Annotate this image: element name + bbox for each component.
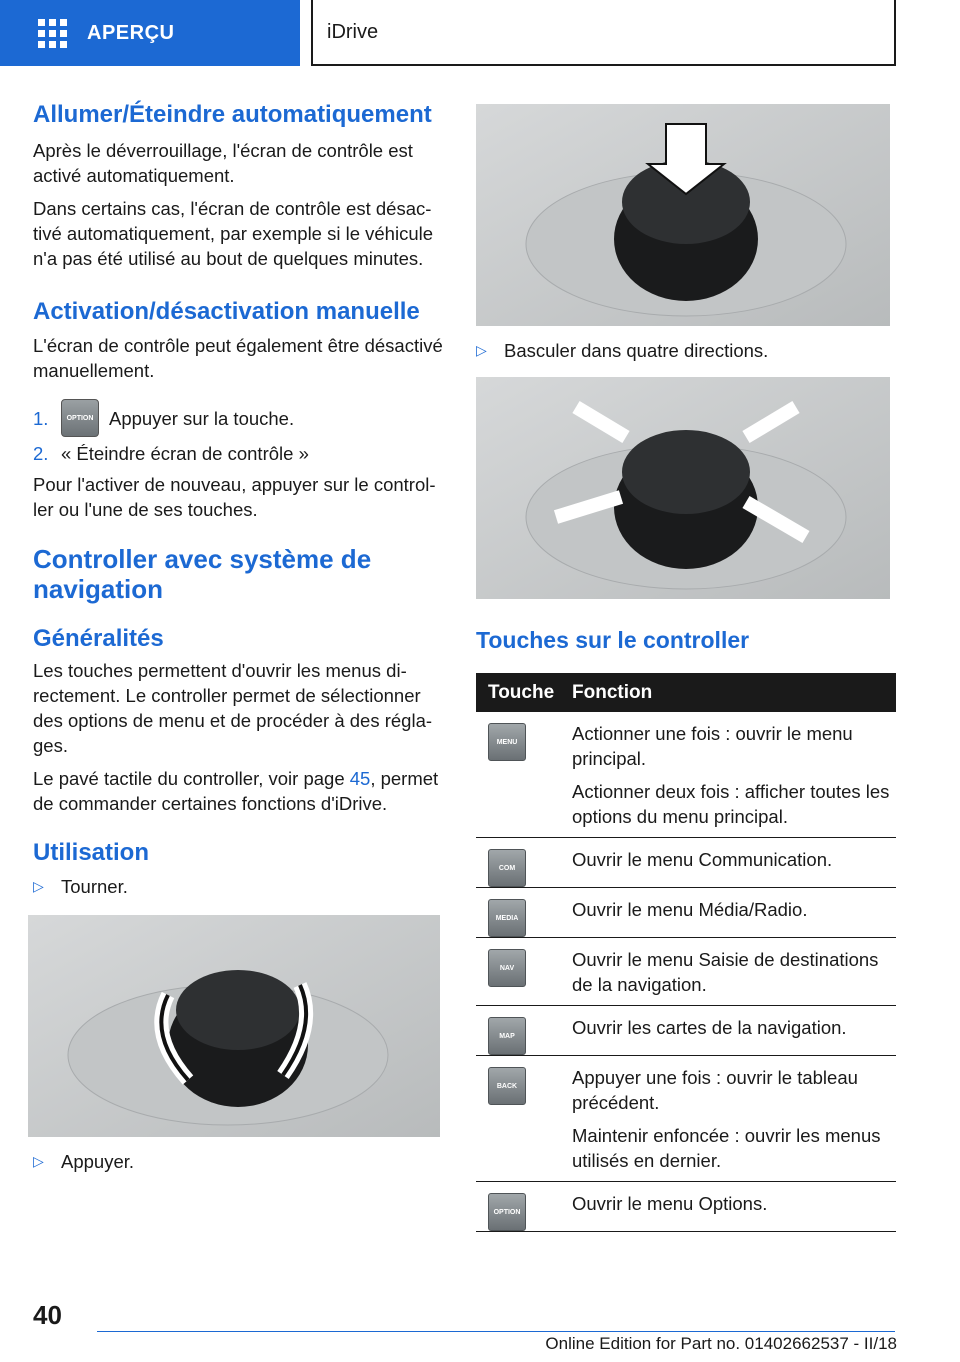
para-reactivate: Pour l'activer de nouveau, appuyer sur le controller ou l'une de ses touches. bbox=[33, 474, 436, 520]
step-1-number: 1. bbox=[33, 407, 49, 429]
bullet-press: ▷ Appuyer. bbox=[33, 1151, 135, 1172]
page-number: 40 bbox=[33, 1300, 62, 1330]
step-1 bbox=[33, 399, 445, 437]
footer-edition: Online Edition for Part no. 01402662537 - II/18 bbox=[545, 1334, 897, 1353]
heading-general: Généralités bbox=[33, 625, 164, 652]
right-column bbox=[476, 104, 896, 1232]
heading-manual: Activation/désactivation manuelle bbox=[33, 298, 420, 325]
table-row bbox=[476, 888, 896, 938]
table-row bbox=[476, 838, 896, 888]
table-row bbox=[476, 1182, 896, 1232]
media-button-icon: MEDIA bbox=[488, 899, 526, 937]
left-column bbox=[33, 100, 445, 1174]
para-auto-1: Après le déverrouillage, l'écran de contrôle est activé automatiquement. bbox=[33, 140, 413, 186]
controller-turn-image bbox=[28, 915, 440, 1137]
table-row bbox=[476, 938, 896, 1006]
bullet-turn: ▷ Tourner. bbox=[33, 876, 128, 897]
function-text: Maintenir enfoncée : ouvrir les menus utilisés en dernier. bbox=[572, 1125, 881, 1171]
heading-usage: Utilisation bbox=[33, 839, 150, 866]
function-text: Ouvrir le menu Saisie de destinations de la navigation. bbox=[572, 949, 879, 995]
triangle-bullet-icon: ▷ bbox=[33, 1153, 44, 1169]
overview-tab-label: APERÇU bbox=[87, 21, 175, 44]
option-button-icon: OPTION bbox=[61, 399, 99, 437]
controller-press-image bbox=[476, 104, 890, 326]
menu-button-icon: MENU bbox=[488, 723, 526, 761]
option-button-icon: OPTION bbox=[488, 1193, 526, 1231]
grid-menu-icon bbox=[38, 19, 67, 48]
step-1-text: Appuyer sur la touche. bbox=[109, 407, 295, 429]
step-2 bbox=[33, 441, 445, 466]
page-link[interactable]: 45 bbox=[349, 768, 371, 789]
function-text: Actionner deux fois : afficher toutes les options du menu principal. bbox=[572, 781, 890, 827]
heading-controller: Controller avec système de navigation bbox=[33, 544, 372, 604]
function-text: Ouvrir le menu Options. bbox=[572, 1193, 768, 1214]
back-button-icon: BACK bbox=[488, 1067, 526, 1105]
triangle-bullet-icon: ▷ bbox=[476, 342, 487, 358]
function-text: Appuyer une fois : ouvrir le tableau précédent. bbox=[572, 1067, 858, 1113]
para-auto-2: Dans certains cas, l'écran de contrôle est désactivé automatiquement, par exemple si le véhicule n'a pas été utilisé au bout de quelques minutes. bbox=[33, 198, 434, 269]
overview-tab[interactable] bbox=[0, 0, 300, 66]
buttons-table bbox=[476, 673, 896, 1232]
step-2-text: « Éteindre écran de contrôle » bbox=[61, 443, 309, 464]
heading-auto-on-off: Allumer/Éteindre automatiquement bbox=[33, 101, 432, 128]
table-row bbox=[476, 712, 896, 838]
step-2-number: 2. bbox=[33, 443, 49, 464]
para-touchpad: Le pavé tactile du controller, voir page 45, permet de commander certaines fonctions d'iDrive. bbox=[33, 768, 439, 814]
controller-tilt-image bbox=[476, 377, 890, 599]
heading-buttons: Touches sur le controller bbox=[476, 627, 750, 653]
para-manual: L'écran de contrôle peut également être désactivé manuellement. bbox=[33, 335, 443, 381]
section-title: iDrive bbox=[311, 0, 896, 66]
function-text: Actionner une fois : ouvrir le menu principal. bbox=[572, 723, 853, 769]
triangle-bullet-icon: ▷ bbox=[33, 878, 44, 894]
table-row bbox=[476, 1056, 896, 1182]
function-text: Ouvrir le menu Communication. bbox=[572, 849, 833, 870]
table-header-key: Touche bbox=[476, 673, 566, 712]
function-text: Ouvrir les cartes de la navigation. bbox=[572, 1017, 847, 1038]
bullet-tilt: ▷ Basculer dans quatre directions. bbox=[476, 340, 769, 361]
footer-divider bbox=[97, 1331, 895, 1332]
table-header-function: Fonction bbox=[566, 673, 896, 712]
map-button-icon: MAP bbox=[488, 1017, 526, 1055]
com-button-icon: COM bbox=[488, 849, 526, 887]
function-text: Ouvrir le menu Média/Radio. bbox=[572, 899, 808, 920]
nav-button-icon: NAV bbox=[488, 949, 526, 987]
para-general: Les touches permettent d'ouvrir les menus directement. Le controller permet de sélectionner des options de menu et de procéder à des réglages. bbox=[33, 660, 433, 756]
table-row bbox=[476, 1006, 896, 1056]
